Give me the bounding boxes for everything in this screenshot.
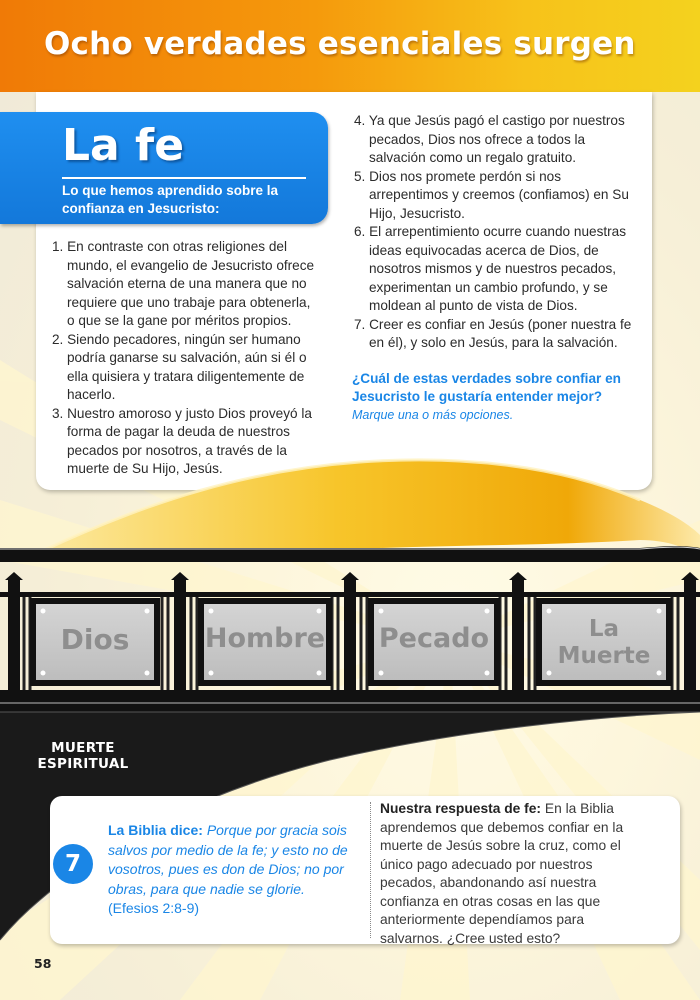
section-subtitle: Lo que hemos aprendido sobre la confianza en Jesucristo: bbox=[62, 183, 279, 216]
page-number: 58 bbox=[34, 956, 52, 971]
plaque-la: La bbox=[588, 616, 620, 642]
faith-response bbox=[380, 800, 630, 948]
bible-reference: (Efesios 2:8-9) bbox=[108, 900, 200, 916]
truth-item: 4. Ya que Jesús pagó el castigo por nuestros pecados, Dios nos ofrece a todos la salvación como un regalo gratuito. bbox=[354, 113, 625, 165]
plaque-hombre: Hombre bbox=[204, 623, 326, 654]
response-label: Nuestra respuesta de fe: bbox=[380, 801, 542, 816]
truth-item: 2. Siendo pecadores, ningún ser humano podría ganarse su salvación, aún si él o ella quisiera y tratara diligentemente de hacerlo. bbox=[52, 331, 307, 402]
truth-item: 5. Dios nos promete perdón si nos arrepentimos y creemos (confiamos) en Su Hijo, Jesucristo. bbox=[354, 168, 629, 221]
plaque-muerte: Muerte bbox=[557, 643, 651, 669]
plaque-pecado: Pecado bbox=[378, 623, 490, 654]
page-heading: Ocho verdades esenciales surgen bbox=[44, 26, 636, 62]
plaque-la-muerte bbox=[542, 616, 666, 670]
bridge-deck-top bbox=[0, 546, 700, 562]
truth-item: 6. El arrepentimiento ocurre cuando nuestras ideas equivocadas acerca de Dios, de nosotros mismos y de nuestros pecados, experimentan un cambio profundo, y se moldean al punto de vista de Dios. bbox=[354, 224, 627, 313]
reflection-question: ¿Cuál de estas verdades sobre confiar en Jesucristo le gustaría entender mejor? bbox=[352, 371, 621, 404]
truth-item: 1. En contraste con otras religiones del mundo, el evangelio de Jesucristo ofrece salvación eterna de una manera que no requiere que uno trabaje para obtenerla, o que se la gane por méritos propios. bbox=[52, 239, 315, 328]
bible-verse bbox=[108, 821, 358, 919]
reflection-hint: Marque una o más opciones. bbox=[352, 408, 514, 422]
card-divider bbox=[370, 802, 372, 938]
spiritual-death-line1: MUERTE bbox=[51, 740, 115, 756]
chapter-badge: 7 bbox=[53, 844, 93, 884]
spiritual-death-label bbox=[18, 740, 148, 772]
bible-quote: Porque por gracia sois salvos por medio de la fe; y esto no de vosotros, pues es don de Dios; no por obras, para que nadie se glorie. bbox=[108, 822, 348, 897]
section-title: La fe bbox=[62, 120, 185, 171]
spiritual-death-line2: ESPIRITUAL bbox=[37, 756, 129, 772]
bible-label: La Biblia dice: bbox=[108, 822, 203, 838]
plaque-dios: Dios bbox=[60, 623, 130, 656]
truth-item: 7. Creer es confiar en Jesús (poner nuestra fe en él), y solo en Jesús, para la salvación. bbox=[354, 316, 632, 350]
response-body: En la Biblia aprendemos que debemos confiar en la muerte de Jesús sobre la cruz, como el único pago adecuado por nuestros pecados, abandonando así nuestra confianza en otras cosas en las que anteriormente dependíamos para salvarnos. ¿Cree usted esto? bbox=[380, 801, 624, 946]
truth-item: 3. Nuestro amoroso y justo Dios proveyó la forma de pagar la deuda de nuestros pecados por nosotros, a través de la muerte de Su Hijo, Jesús. bbox=[52, 405, 312, 476]
